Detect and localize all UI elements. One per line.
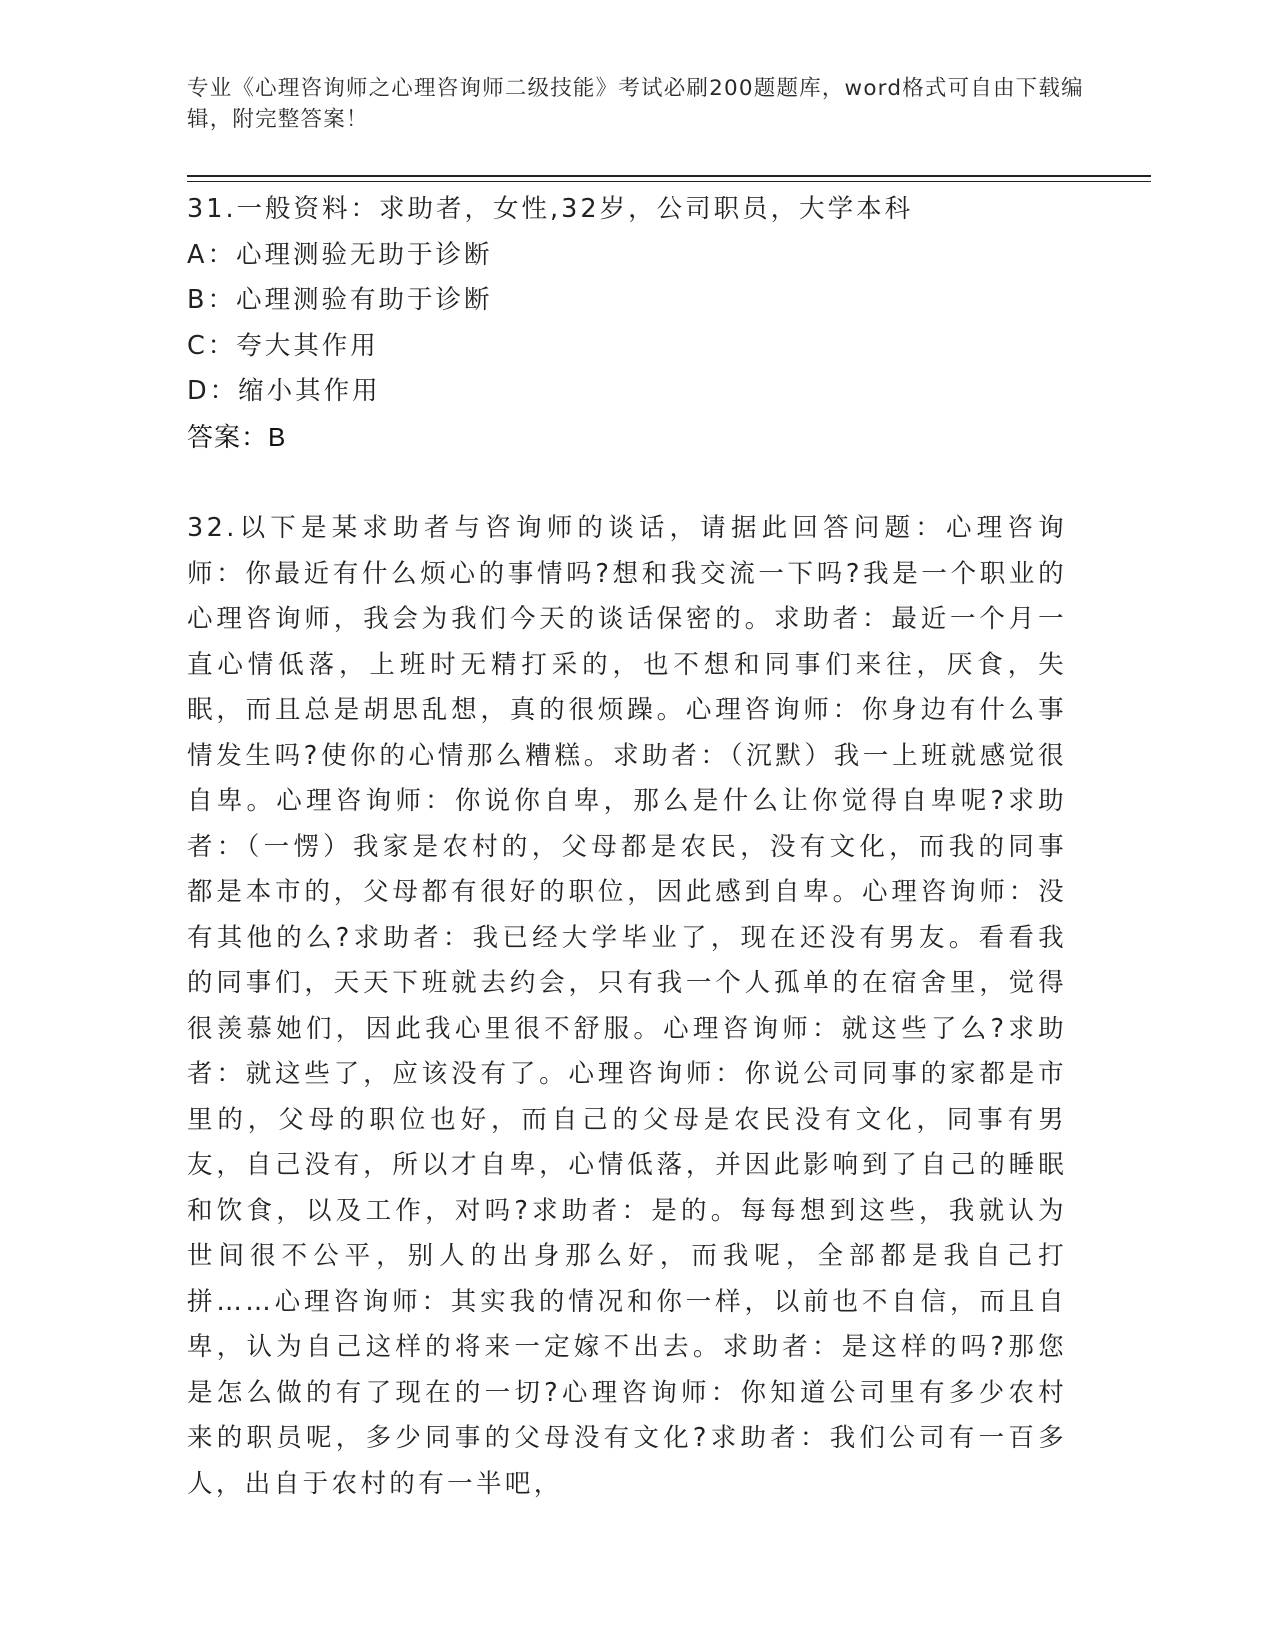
question-31 [187, 187, 1087, 460]
option-c: C：夸大其作用 [187, 330, 379, 361]
question-32-stem: 32.以下是某求助者与咨询师的谈话，请据此回答问题：心理咨询师：你最近有什么烦心的事情吗?想和我交流一下吗?我是一个职业的心理咨询师，我会为我们今天的谈话保密的。求助者：最近一个月一直心情低落，上班时无精打采的，也不想和同事们来往，厌食，失眠，而且总是胡思乱想，真的很烦躁。心理咨询师：你身边有什么事情发生吗?使你的心情那么糟糕。求助者：（沉默）我一上班就感觉很自卑。心理咨询师：你说你自卑，那么是什么让你觉得自卑呢?求助者：（一愣）我家是农村的，父母都是农民，没有文化，而我的同事都是本市的，父母都有很好的职位，因此感到自卑。心理咨询师：没有其他的么?求助者：我已经大学毕业了，现在还没有男友。看看我的同事们，天天下班就去约会，只有我一个人孤单的在宿舍里，觉得很羡慕她们，因此我心里很不舒服。心理咨询师：就这些了么?求助者：就这些了，应该没有了。心理咨询师：你说公司同事的家都是市里的，父母的职位也好，而自己的父母是农民没有文化，同事有男友，自己没有，所以才自卑，心情低落，并因此影响到了自己的睡眠和饮食，以及工作，对吗?求助者：是的。每每想到这些，我就认为世间很不公平，别人的出身那么好，而我呢，全部都是我自己打拼……心理咨询师：其实我的情况和你一样，以前也不自信，而且自卑，认为自己这样的将来一定嫁不出去。求助者：是这样的吗?那您是怎么做的有了现在的一切?心理咨询师：你知道公司里有多少农村来的职员呢，多少同事的父母没有文化?求助者：我们公司有一百多人，出自于农村的有一半吧， [187, 513, 1067, 1499]
option-b: B：心理测验有助于诊断 [187, 285, 493, 315]
header-divider-thick [187, 175, 1151, 177]
option-d: D：缩小其作用 [187, 376, 381, 406]
page-header: 专业《心理咨询师之心理咨询师二级技能》考试必刷200题题库，word格式可自由下载编辑，附完整答案！ [187, 76, 1084, 132]
question-31-stem: 31.一般资料：求助者，女性,32岁，公司职员，大学本科 [187, 194, 914, 224]
option-a: A：心理测验无助于诊断 [187, 239, 493, 270]
question-31-answer: 答案：B [187, 421, 287, 452]
header-divider-thin [187, 181, 1151, 182]
